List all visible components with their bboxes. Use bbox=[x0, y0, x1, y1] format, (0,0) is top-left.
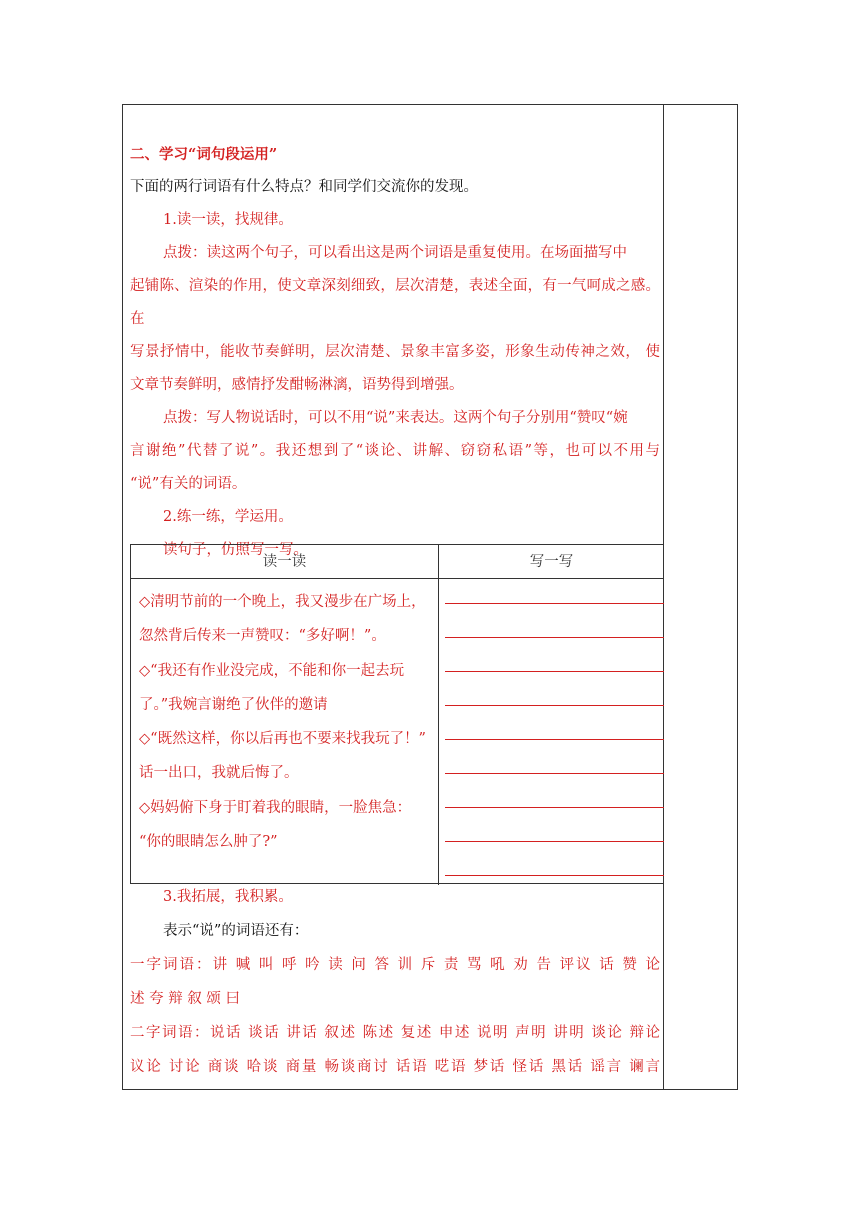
tip-2-line: 点拨：写人物说话时，可以不用“说”来表达。这两个句子分别用“赞叹“婉 bbox=[163, 410, 628, 426]
read-line: 了。”我婉言谢绝了伙伴的邀请 bbox=[139, 696, 328, 713]
write-line[interactable] bbox=[445, 773, 664, 774]
write-line[interactable] bbox=[445, 739, 664, 740]
main-content bbox=[130, 138, 660, 567]
write-line[interactable] bbox=[445, 671, 664, 672]
write-line[interactable] bbox=[445, 875, 664, 876]
read-line: ◇“我还有作业没完成，不能和你一起去玩 bbox=[139, 662, 405, 679]
one-char-words: 述 夸 辩 叙 颂 曰 bbox=[130, 991, 241, 1007]
step-2: 2.练一练，学运用。 bbox=[163, 509, 293, 525]
write-line[interactable] bbox=[445, 603, 664, 604]
read-line: ◇“既然这样，你以后再也不要来找我玩了！” bbox=[139, 731, 426, 748]
write-line[interactable] bbox=[445, 705, 664, 706]
read-line: ◇妈妈俯下身于盯着我的眼睛，一脸焦急： bbox=[139, 799, 412, 816]
two-char-words: 议论 讨论 商谈 哈谈 商量 畅谈商讨 话语 呓语 梦话 怪话 黑话 谣言 谰言 bbox=[130, 1059, 660, 1075]
intro-text: 下面的两行词语有什么特点？和同学们交流你的发现。 bbox=[130, 179, 478, 195]
table-column-divider bbox=[438, 545, 439, 885]
write-line[interactable] bbox=[445, 841, 664, 842]
read-line: ◇清明节前的一个晚上，我又漫步在广场上， bbox=[139, 594, 426, 610]
two-char-words: 二字词语：说话 谈话 讲话 叙述 陈述 复述 申述 说明 声明 讲明 谈论 辩论 bbox=[130, 1025, 660, 1041]
read-line: 忽然背后传来一声赞叹：“多好啊！”。 bbox=[139, 628, 386, 645]
tip-1-line: 写景抒情中，能收节奏鲜明，层次清楚、景象丰富多姿，形象生动传神之效， 使 bbox=[130, 344, 660, 360]
write-line[interactable] bbox=[445, 637, 664, 638]
read-column bbox=[139, 585, 435, 859]
column-divider bbox=[663, 104, 664, 1090]
step-3-sub: 表示“说”的词语还有： bbox=[163, 923, 309, 939]
read-line: “你的眼睛怎么肿了?” bbox=[139, 834, 278, 851]
practice-table bbox=[130, 544, 663, 884]
write-line[interactable] bbox=[445, 807, 664, 808]
tip-1-line: 文章节奏鲜明，感情抒发酣畅淋漓，语势得到增强。 bbox=[130, 377, 464, 393]
read-line: 话一出口，我就后悔了。 bbox=[139, 765, 299, 782]
tip-1-line: 起铺陈、渲染的作用，使文章深刻细致，层次清楚，表述全面，有一气呵成之感。在 bbox=[130, 278, 660, 327]
tip-1-line: 点拨：读这两个句子，可以看出这是两个词语是重复使用。在场面描写中 bbox=[163, 245, 627, 261]
step-2-sub: 读句子，仿照写一写。 bbox=[163, 542, 308, 558]
tip-2-line: “说”有关的词语。 bbox=[130, 476, 247, 492]
step-3: 3.我拓展，我积累。 bbox=[163, 889, 293, 905]
header-write: 写一写 bbox=[529, 554, 574, 570]
expansion-section bbox=[130, 880, 660, 1084]
step-1: 1.读一读，找规律。 bbox=[163, 212, 293, 228]
tip-2-line: 言谢绝”代替了说”。我还想到了“谈论、讲解、窃窃私语”等，也可以不用与 bbox=[130, 443, 660, 459]
header-read: 读一读 bbox=[262, 554, 307, 570]
one-char-words: 一字词语：讲 喊 叫 呼 吟 读 问 答 训 斥 责 骂 吼 劝 告 评议 话 赞 论 bbox=[130, 957, 660, 973]
section-title: 二、学习“词句段运用” bbox=[130, 146, 278, 163]
